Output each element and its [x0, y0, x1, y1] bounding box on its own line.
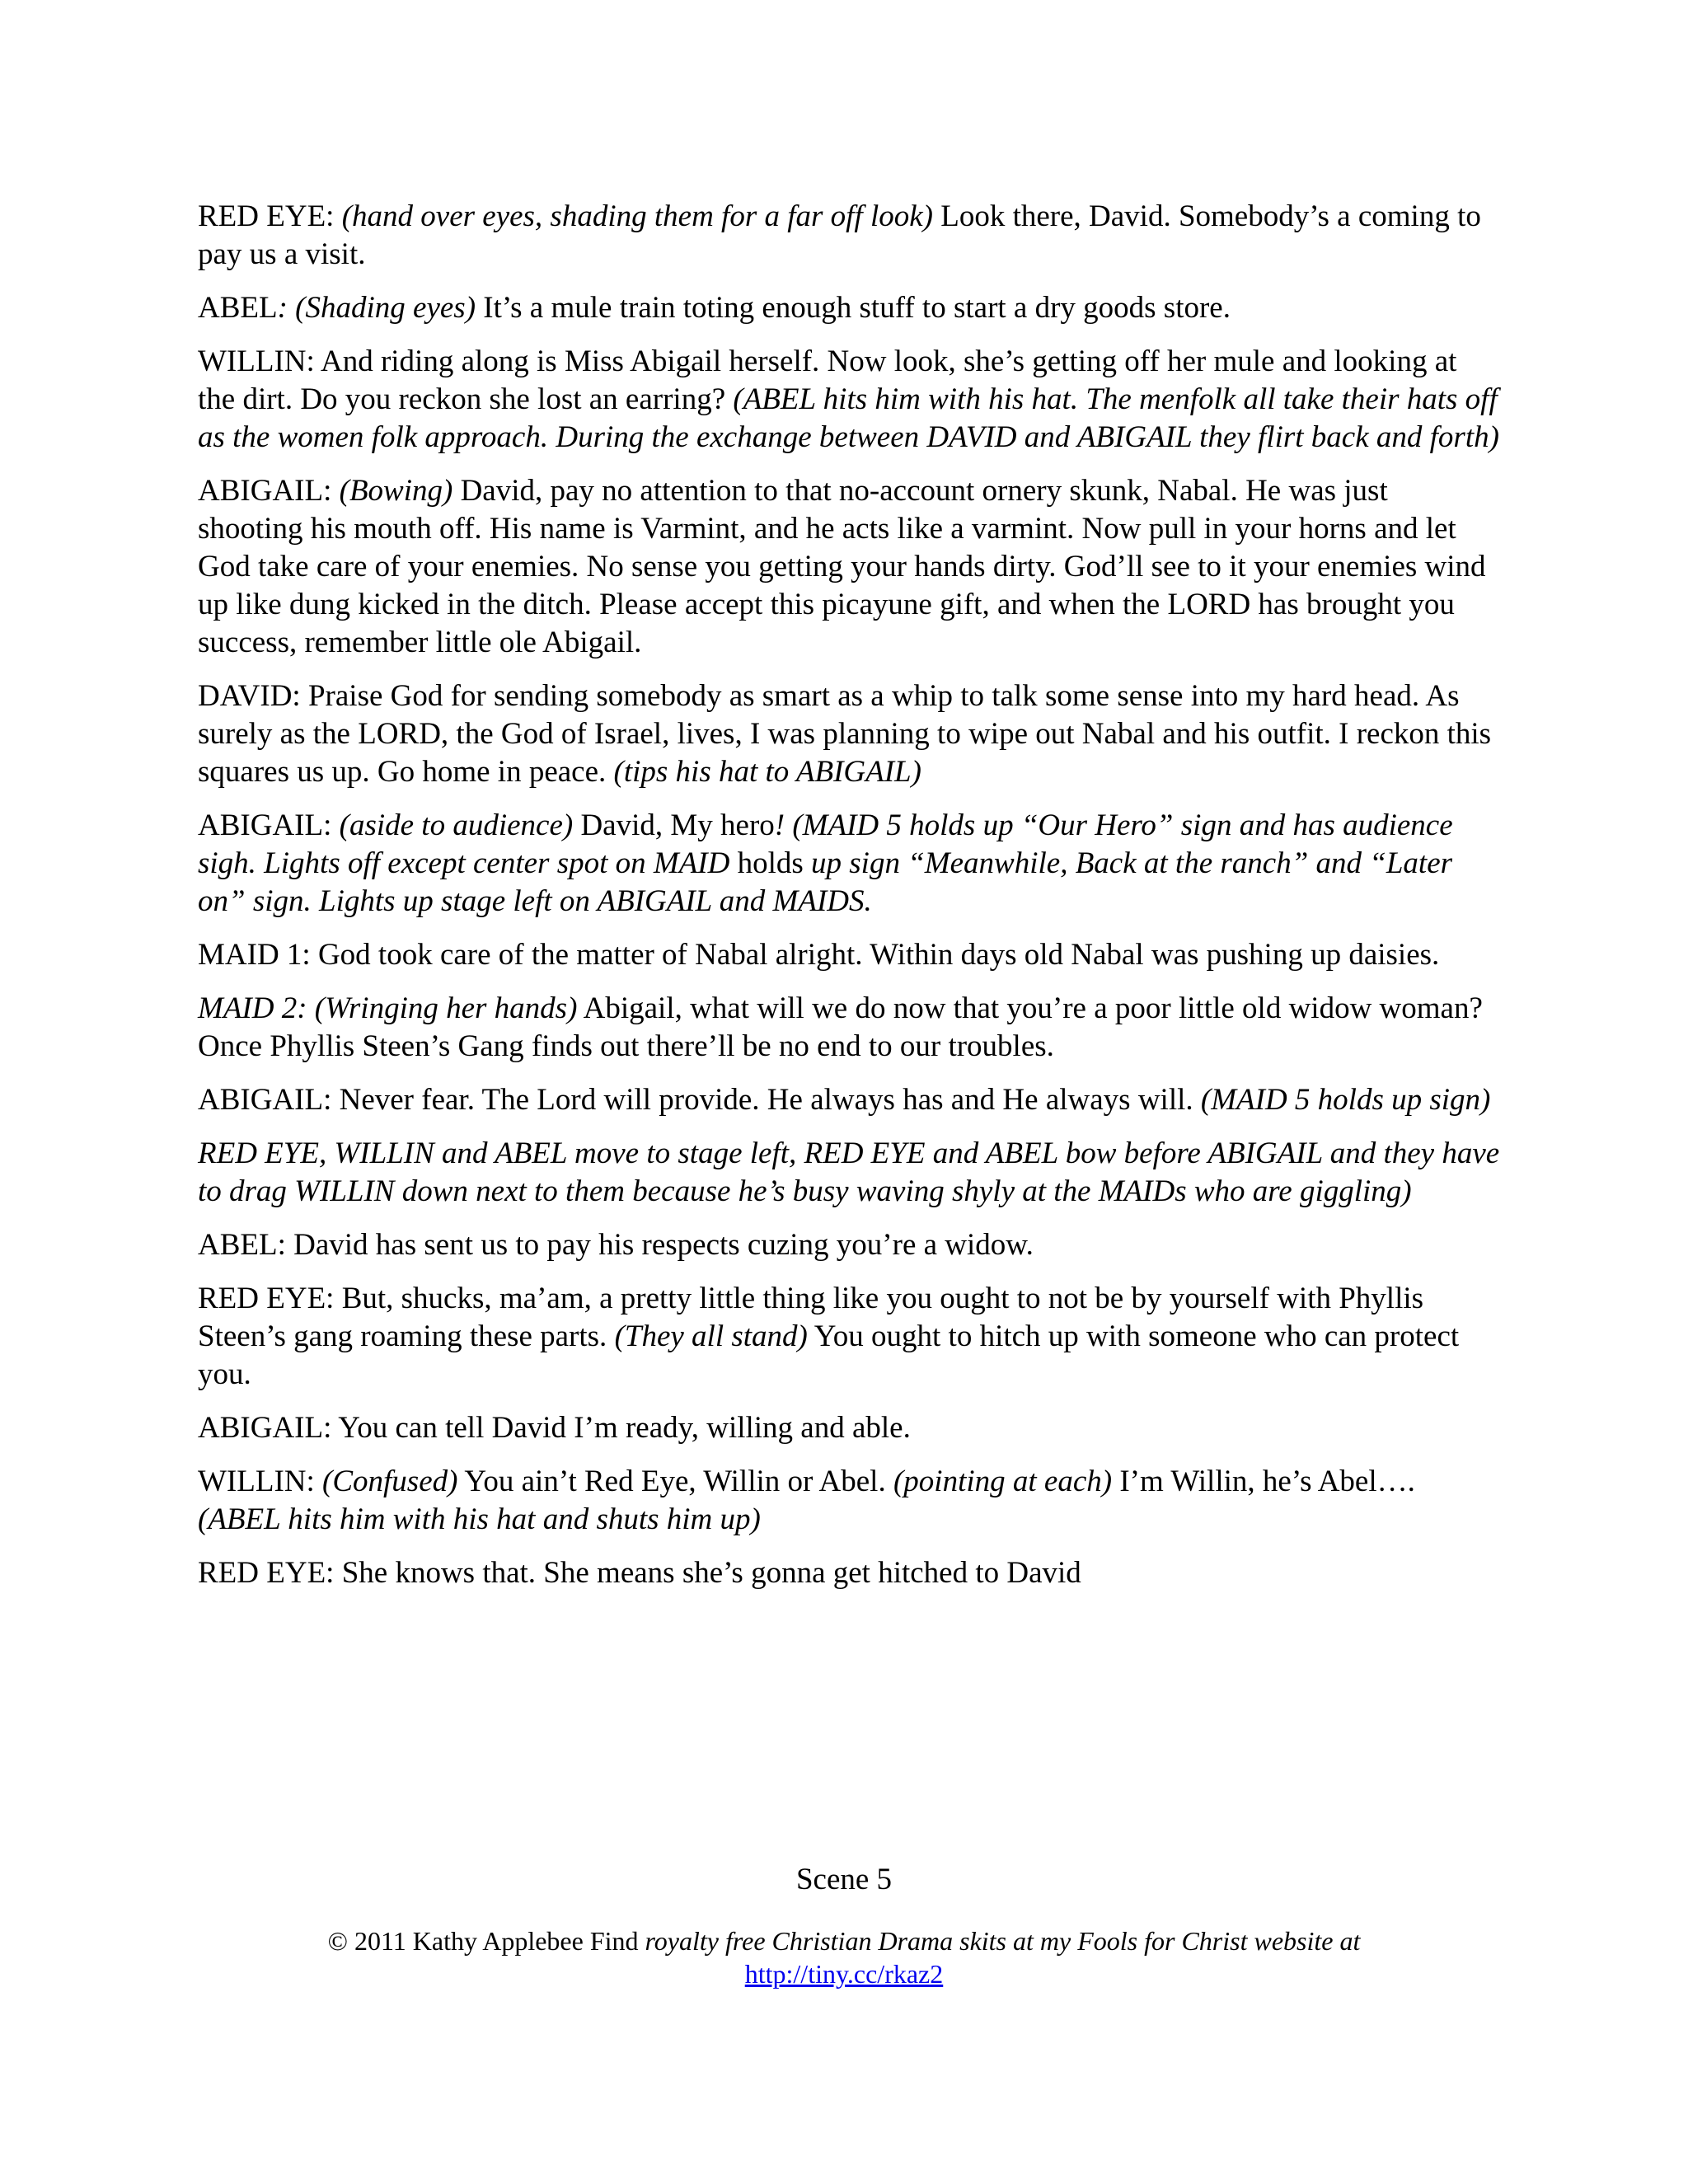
script-paragraph: [198, 990, 1500, 1066]
script-paragraph: [198, 1081, 1500, 1119]
script-paragraph: [198, 936, 1500, 974]
copyright-text: © 2011 Kathy Applebee Find: [327, 1926, 645, 1956]
dialogue-text: DAVID: Praise God for sending somebody as smart as a whip to talk some sense into my hard head. As surely as the LORD, the God of Israel, lives, I was planning to wipe out Nabal and his outfit. I reckon this squares us up. Go home in peace.: [198, 679, 1492, 789]
dialogue-text: David, pay no attention to that no-account ornery skunk, Nabal. He was just shooting his mouth off. His name is Varmint, and he acts like a varmint. Now pull in your horns and let God take care of your enemies. No sense you getting your hands dirty. God’ll see to it your enemies wind up like dung kicked in the ditch. Please accept this picayune gift, and when the LORD has brought you success, remember little ole Abigail.: [198, 474, 1486, 659]
script-paragraph: [198, 1463, 1500, 1539]
script-paragraph: [198, 198, 1500, 274]
dialogue-text: ABIGAIL: You can tell David I’m ready, willing and able.: [198, 1411, 911, 1445]
stage-direction-text: MAID 2: (Wringing her hands): [198, 991, 578, 1025]
dialogue-text: Look there, David. Somebody’s a coming to pay us a visit.: [198, 199, 1481, 271]
dialogue-text: David, My hero: [573, 808, 775, 842]
website-link[interactable]: http://tiny.cc/rkaz2: [744, 1959, 944, 1989]
script-body: [198, 198, 1500, 1608]
dialogue-text: ABIGAIL: Never fear. The Lord will provide. He always has and He always will.: [198, 1083, 1201, 1117]
script-paragraph: [198, 1135, 1500, 1211]
dialogue-text: ABIGAIL:: [198, 474, 340, 508]
script-paragraph: [198, 1409, 1500, 1447]
dialogue-text: WILLIN: And riding along is Miss Abigail herself. Now look, she’s getting off her mule and looking at the dirt. Do you reckon she lost an earring?: [198, 344, 1457, 416]
dialogue-text: You ought to hitch up with someone who can protect you.: [198, 1319, 1460, 1391]
script-paragraph: [198, 807, 1500, 921]
dialogue-text: ABEL: David has sent us to pay his respects cuzing you’re a widow.: [198, 1228, 1034, 1262]
stage-direction-text: (tips his hat to ABIGAIL): [613, 755, 921, 789]
copyright-line: [0, 1924, 1688, 1957]
stage-direction-text: (MAID 5 holds up sign): [1200, 1083, 1491, 1117]
dialogue-text: It’s a mule train toting enough stuff to start a dry goods store.: [476, 291, 1231, 325]
script-paragraph: [198, 472, 1500, 662]
copyright-italic-text: royalty free Christian Drama skits at my Fools for Christ website at: [645, 1926, 1361, 1956]
stage-direction-text: ! (MAID 5 holds up “Our Hero” sign and has audience sigh. Lights off except center spot on MAID: [198, 808, 1453, 880]
stage-direction-text: RED EYE, WILLIN and ABEL move to stage left, RED EYE and ABEL bow before ABIGAIL and they have to drag WILLIN down next to them because he’s busy waving shyly at the MAIDs who are giggling): [198, 1137, 1500, 1208]
script-paragraph: [198, 1280, 1500, 1394]
script-paragraph: [198, 289, 1500, 327]
stage-direction-text: (ABEL hits him with his hat. The menfolk all take their hats off as the women folk approach. During the exchange between DAVID and ABIGAIL they flirt back and forth): [198, 382, 1499, 454]
stage-direction-text: up sign “Meanwhile, Back at the ranch” and “Later on” sign. Lights up stage left on ABIGAIL and MAIDS.: [198, 846, 1453, 918]
dialogue-text: holds: [729, 846, 812, 880]
dialogue-text: ABIGAIL:: [198, 808, 340, 842]
footer-link-line: [0, 1957, 1688, 1990]
scene-label: Scene 5: [795, 1863, 893, 1896]
stage-direction-text: (Bowing): [339, 474, 453, 508]
dialogue-text: MAID 1: God took care of the matter of Nabal alright. Within days old Nabal was pushing up daisies.: [198, 938, 1440, 972]
dialogue-text: RED EYE:: [198, 199, 342, 233]
dialogue-text: RED EYE: She knows that. She means she’s gonna get hitched to David: [198, 1556, 1081, 1590]
stage-direction-text: (hand over eyes, shading them for a far off look): [341, 199, 933, 233]
dialogue-text: You ain’t Red Eye, Willin or Abel.: [457, 1465, 893, 1498]
dialogue-text: WILLIN:: [198, 1465, 323, 1498]
dialogue-text: Abigail, what will we do now that you’re a poor little old widow woman? Once Phyllis Steen’s Gang finds out there’ll be no end to our troubles.: [198, 991, 1483, 1063]
stage-direction-text: (They all stand): [614, 1319, 808, 1353]
script-paragraph: [198, 677, 1500, 791]
dialogue-text: I’m Willin, he’s Abel….: [1112, 1465, 1415, 1498]
stage-direction-text: (Confused): [322, 1465, 458, 1498]
stage-direction-text: (pointing at each): [893, 1465, 1113, 1498]
script-paragraph: [198, 1554, 1500, 1592]
stage-direction-text: : (Shading eyes): [277, 291, 476, 325]
stage-direction-text: (aside to audience): [339, 808, 574, 842]
dialogue-text: RED EYE: But, shucks, ma’am, a pretty little thing like you ought to not be by yourself with Phyllis Steen’s gang roaming these parts.: [198, 1282, 1424, 1353]
stage-direction-text: (ABEL hits him with his hat and shuts him up): [198, 1502, 761, 1536]
dialogue-text: ABEL: [198, 291, 278, 325]
script-paragraph: [198, 343, 1500, 457]
script-paragraph: [198, 1226, 1500, 1264]
